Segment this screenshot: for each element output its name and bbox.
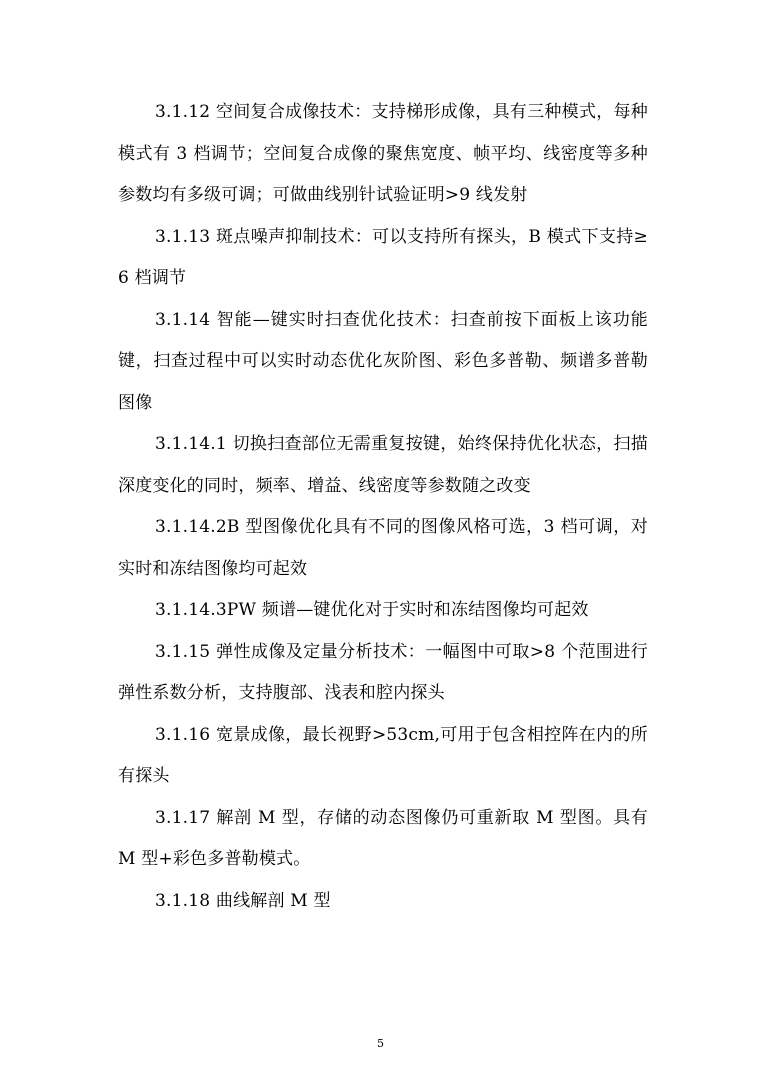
paragraph-3-1-18: 3.1.18 曲线解剖 M 型 <box>155 890 331 911</box>
paragraph-3-1-15: 3.1.15 弹性成像及定量分析技术：一幅图中可取>8 个范围进行弹性系数分析，支持腹部、浅表和腔内探头 <box>118 641 648 703</box>
paragraph-3-1-16: 3.1.16 宽景成像，最长视野>53cm,可用于包含相控阵在内的所有探头 <box>118 724 648 786</box>
document-body <box>118 92 648 922</box>
paragraph-3-1-12: 3.1.12 空间复合成像技术：支持梯形成像，具有三种模式，每种模式有 3 档调节；空间复合成像的聚焦宽度、帧平均、线密度等多种参数均有多级可调；可做曲线别针试验证明>9 线发射 <box>118 102 648 205</box>
paragraph-3-1-14: 3.1.14 智能—键实时扫查优化技术：扫查前按下面板上该功能键，扫查过程中可以实时动态优化灰阶图、彩色多普勒、频谱多普勒图像 <box>118 309 648 413</box>
page-number: 5 <box>377 1037 384 1050</box>
paragraph-3-1-13: 3.1.13 斑点噪声抑制技术：可以支持所有探头，B 模式下支持≥6 档调节 <box>118 226 648 288</box>
paragraph-3-1-14-3: 3.1.14.3PW 频谱—键优化对于实时和冻结图像均可起效 <box>155 600 589 620</box>
paragraph-3-1-14-2: 3.1.14.2B 型图像优化具有不同的图像风格可选，3 档可调，对实时和冻结图像均可起效 <box>118 517 648 579</box>
paragraph-3-1-14-1: 3.1.14.1 切换扫查部位无需重复按键，始终保持优化状态，扫描深度变化的同时，频率、增益、线密度等参数随之改变 <box>118 434 648 496</box>
paragraph-3-1-17: 3.1.17 解剖 M 型，存储的动态图像仍可重新取 M 型图。具有 M 型+彩色多普勒模式。 <box>118 807 648 869</box>
